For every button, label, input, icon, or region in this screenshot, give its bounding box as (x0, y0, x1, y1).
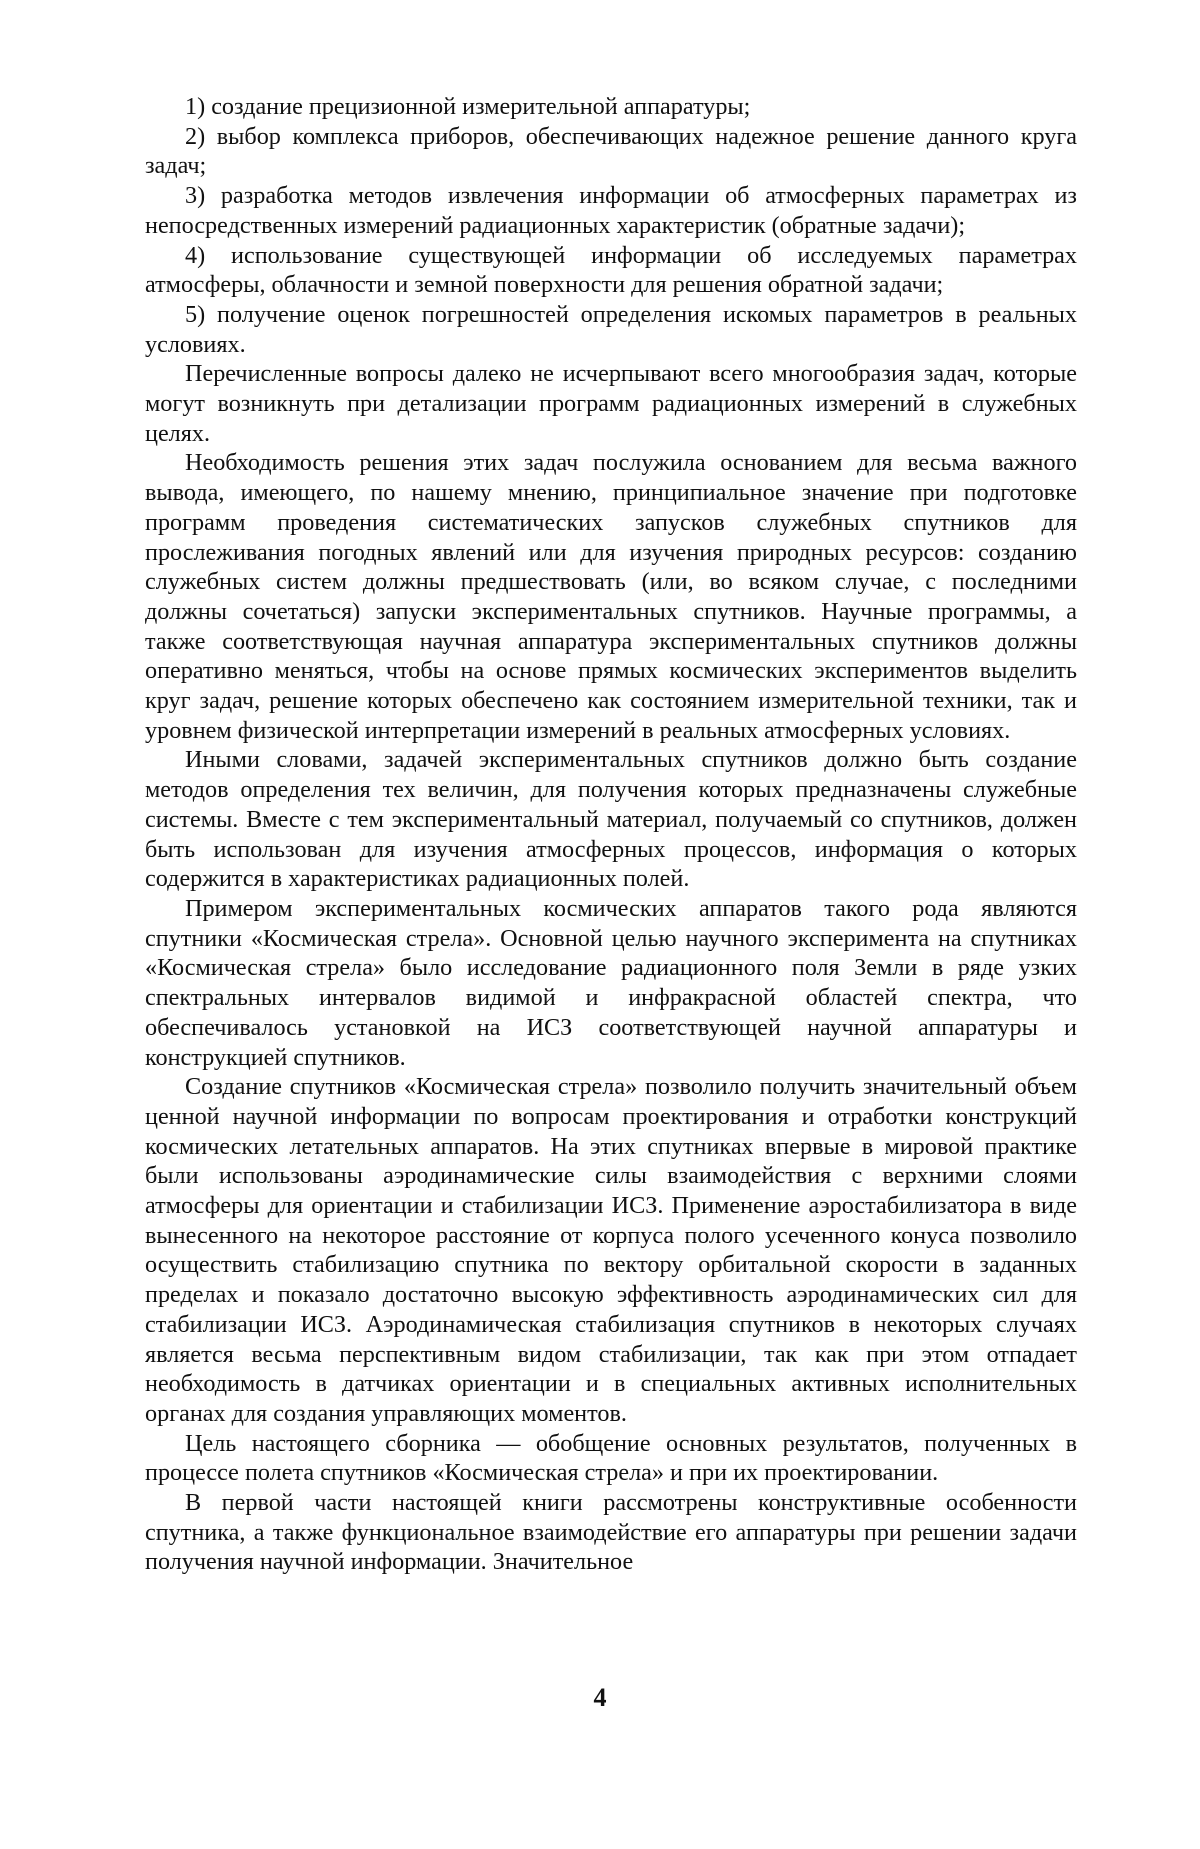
list-item-4: 4) использование существующей информации об исследуемых параметрах атмосферы, облачности и земной поверхности для решения обратной задачи; (145, 241, 1077, 299)
paragraph-first-part: В первой части настоящей книги рассмотрены конструктивные особенности спутника, а также функциональное взаимодействие его аппаратуры при решении задачи получения научной информации. Значительное (145, 1489, 1077, 1576)
paragraph-goal: Цель настоящего сборника — обобщение основных результатов, полученных в процессе полета спутников «Космическая стрела» и при их проектировании. (145, 1429, 1077, 1487)
list-item-2: 2) выбор комплекса приборов, обеспечивающих надежное решение данного круга задач; (145, 122, 1077, 180)
page-number: 4 (593, 1683, 607, 1712)
paragraph-questions: Перечисленные вопросы далеко не исчерпывают всего многообразия задач, которые могут возникнуть при детализации программ радиационных измерений в служебных целях. (145, 360, 1077, 447)
list-item-1: 1) создание прецизионной измерительной аппаратуры; (185, 93, 751, 120)
paragraph-example: Примером экспериментальных космических аппаратов такого рода являются спутники «Космическая стрела». Основной целью научного эксперимента на спутниках «Космическая стрела» было исследование радиационного поля Земли в ряде узких спектральных интервалов видимой и инфракрасной областей спектра, что обеспечивалось установкой на ИСЗ соответствующей научной аппаратуры и конструкцией спутников. (145, 894, 1077, 1071)
list-item-5: 5) получение оценок погрешностей определения искомых параметров в реальных условиях. (145, 300, 1077, 358)
paragraph-necessity: Необходимость решения этих задач послужила основанием для весьма важного вывода, имеющего, по нашему мнению, принципиальное значение при подготовке программ проведения систематических запусков служебных спутников для прослеживания погодных явлений или для изучения природных ресурсов: созданию служебных систем должны предшествовать (или, во всяком случае, с последними должны сочетаться) запуски экспериментальных спутников. Научные программы, а также соответствующая научная аппаратура экспериментальных спутников должны оперативно меняться, чтобы на основе прямых космических экспериментов выделить круг задач, решение которых обеспечено как состоянием измерительной техники, так и уровнем физической интерпретации измерений в реальных атмосферных условиях. (145, 449, 1077, 744)
list-item-3: 3) разработка методов извлечения информации об атмосферных параметрах из непосредственных измерений радиационных характеристик (обратные задачи); (145, 182, 1077, 239)
paragraph-creation: Создание спутников «Космическая стрела» позволило получить значительный объем ценной научной информации по вопросам проектирования и отработки конструкций космических летательных аппаратов. На этих спутниках впервые в мировой практике были использованы аэродинамические силы взаимодействия с верхними слоями атмосферы для ориентации и стабилизации ИСЗ. Применение аэростабилизатора в виде вынесенного на некоторое расстояние от корпуса полого усеченного конуса позволило осуществить стабилизацию спутника по вектору орбитальной скорости в заданных пределах и показало достаточно высокую эффективность аэродинамических сил для стабилизации ИСЗ. Аэродинамическая стабилизация спутников в некоторых случаях является весьма перспективным видом стабилизации, так как при этом отпадает необходимость в датчиках ориентации и в специальных активных исполнительных органах для создания управляющих моментов. (145, 1073, 1077, 1427)
page-body (145, 92, 1077, 1577)
paragraph-in-other-words: Иными словами, задачей экспериментальных спутников должно быть создание методов определения тех величин, для получения которых предназначены служебные системы. Вместе с тем экспериментальный материал, получаемый со спутников, должен быть использован для изучения атмосферных процессов, информация о которых содержится в характеристиках радиационных полей. (145, 746, 1077, 893)
